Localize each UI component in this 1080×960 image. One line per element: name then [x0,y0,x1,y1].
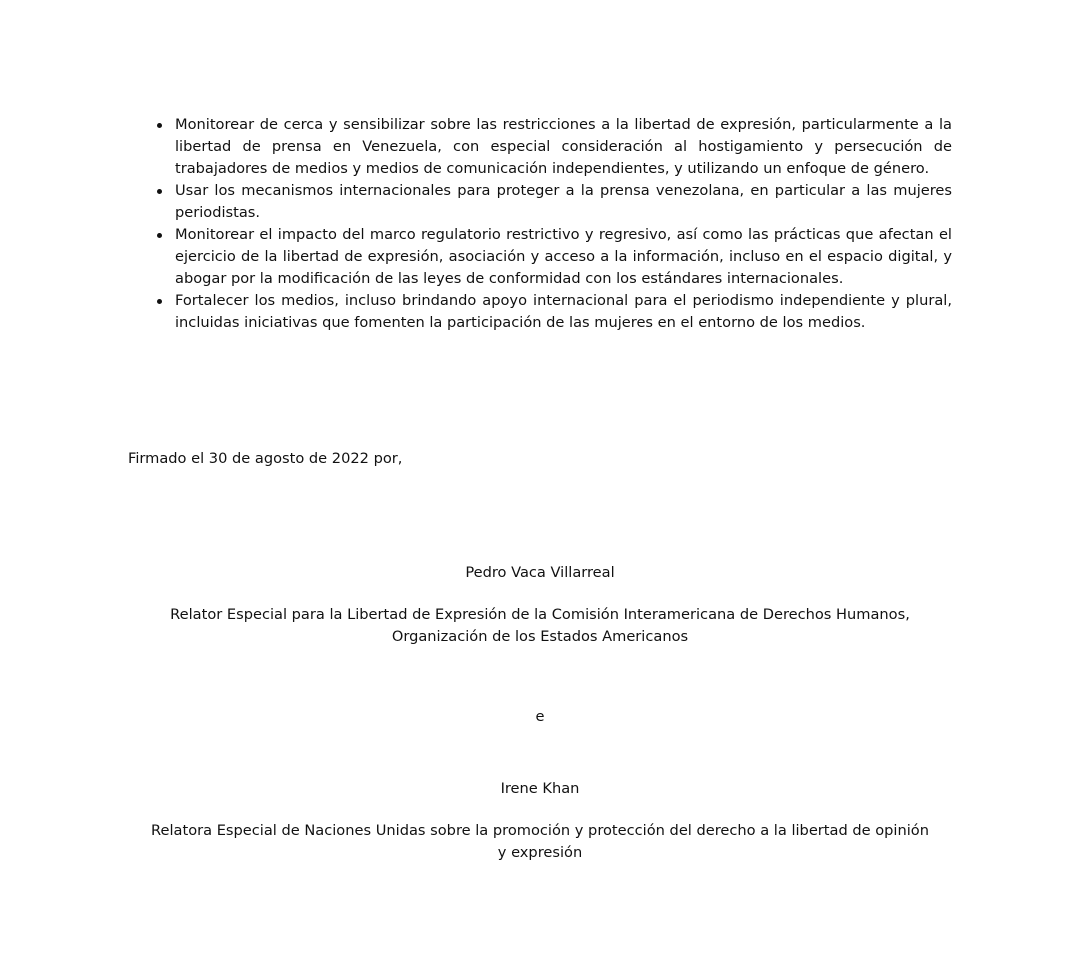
signatory-title-2-line-1: Relatora Especial de Naciones Unidas sobre la promoción y protección del derecho a la libertad de opinión [151,822,929,839]
signatory-name-1: Pedro Vaca Villarreal [465,564,615,581]
bullet-icon [157,189,162,194]
conjunction-text: e [535,708,545,725]
list-item-text: Fortalecer los medios, incluso brindando apoyo internacional para el periodismo independiente y plural, incluidas iniciativas que fomenten la participación de las mujeres en el entorno de los medios. [175,292,952,331]
bullet-icon [157,123,162,128]
signatory-title-2-line-2: y expresión [497,844,583,861]
list-item [150,224,952,290]
bullet-icon [157,233,162,238]
list-item [150,290,952,334]
list-item [150,114,952,180]
signatory-title-1 [110,604,970,648]
signatory-title-1-line-2: Organización de los Estados Americanos [391,628,689,645]
list-item-text: Monitorear de cerca y sensibilizar sobre las restricciones a la libertad de expresión, particularmente a la libertad de prensa en Venezuela, con especial consideración al hostigamiento y persecución de trabajadores de medios y medios de comunicación independientes, y utilizando un enfoque de género. [175,116,952,177]
signed-date-line: Firmado el 30 de agosto de 2022 por, [128,450,403,467]
bullet-icon [157,299,162,304]
signatory-title-2 [110,820,970,864]
signatory-name-2: Irene Khan [500,780,580,797]
list-item-text: Monitorear el impacto del marco regulatorio restrictivo y regresivo, así como las prácticas que afectan el ejercicio de la libertad de expresión, asociación y acceso a la información, incluso en el espacio digital, y abogar por la modificación de las leyes de conformidad con los estándares internacionales. [175,226,952,287]
recommendations-list [150,114,952,334]
signatory-title-1-line-1: Relator Especial para la Libertad de Expresión de la Comisión Interamericana de Derechos Humanos, [170,606,910,623]
list-item-text: Usar los mecanismos internacionales para proteger a la prensa venezolana, en particular a las mujeres periodistas. [175,182,952,221]
list-item [150,180,952,224]
